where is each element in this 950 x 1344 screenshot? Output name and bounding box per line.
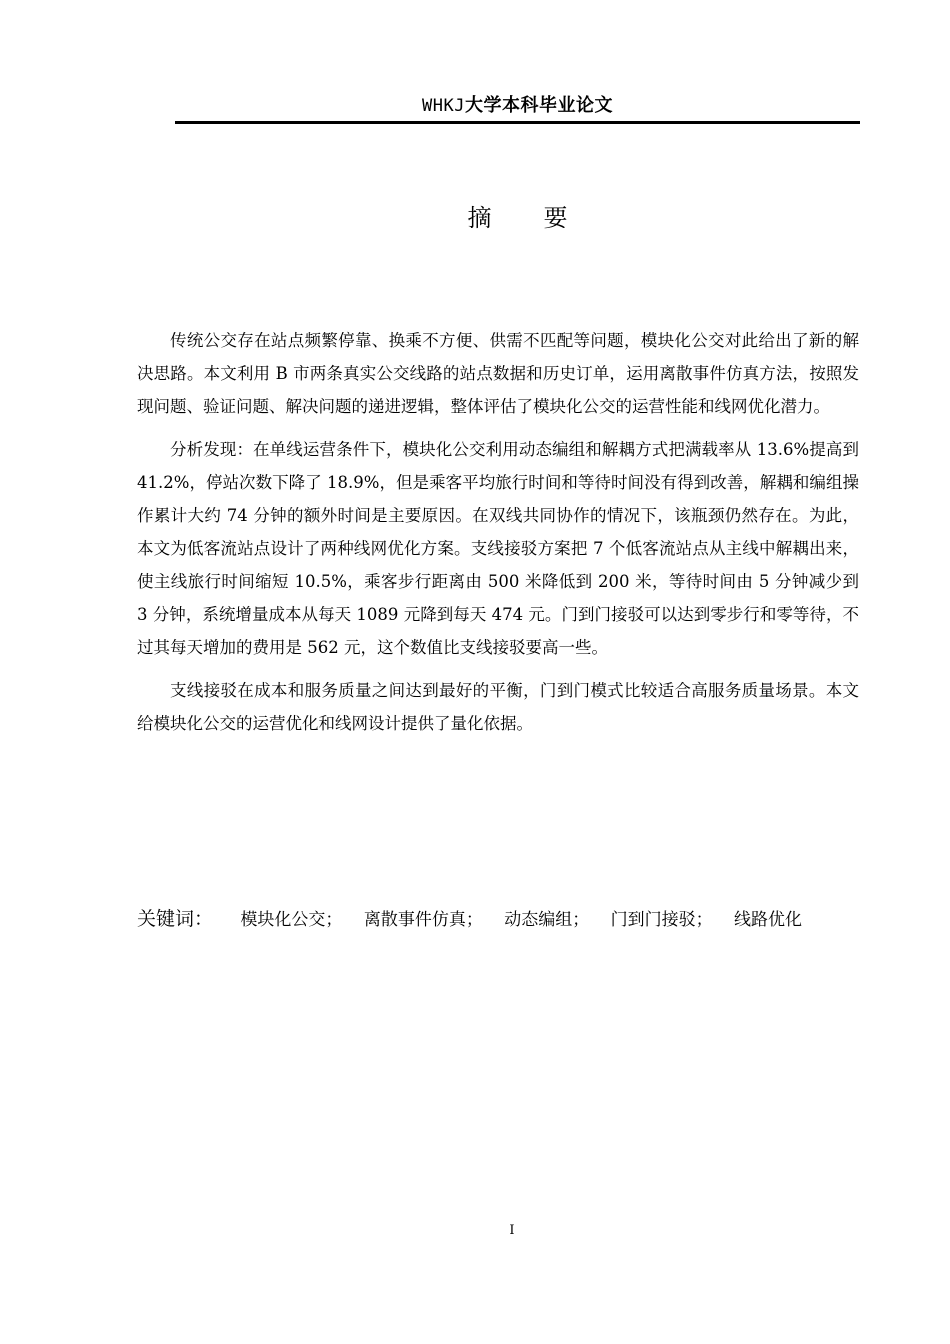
abstract-title: 摘要 — [467, 204, 620, 232]
page-number: I — [509, 1223, 515, 1238]
abstract-paragraph-1: 传统公交存在站点频繁停靠、换乘不方便、供需不匹配等问题，模块化公交对此给出了新的解决思路。本文利用 B 市两条真实公交线路的站点数据和历史订单，运用离散事件仿真方法，按照发现问题、验证问题、解决问题的递进逻辑，整体评估了模块化公交的运营性能和线网优化潜力。 — [137, 331, 859, 416]
keywords-row — [137, 904, 859, 935]
page-header — [175, 94, 860, 118]
abstract-body — [137, 324, 859, 750]
header-title: 大学本科毕业论文 — [464, 95, 613, 116]
keywords-label: 关键词： — [137, 908, 214, 930]
header-rule — [175, 121, 860, 124]
keyword-item: 模块化公交； — [240, 910, 343, 930]
abstract-paragraph-3: 支线接驳在成本和服务质量之间达到最好的平衡，门到门模式比较适合高服务质量场景。本文给模块化公交的运营优化和线网设计提供了量化依据。 — [137, 681, 859, 733]
keyword-item: 线路优化 — [734, 910, 803, 930]
keyword-item: 动态编组； — [504, 910, 590, 930]
header-prefix: WHKJ — [422, 96, 465, 116]
keyword-item: 门到门接驳； — [610, 910, 713, 930]
keyword-item: 离散事件仿真； — [363, 910, 483, 930]
abstract-paragraph-2: 分析发现：在单线运营条件下，模块化公交利用动态编组和解耦方式把满载率从 13.6%提高到 41.2%，停站次数下降了 18.9%，但是乘客平均旅行时间和等待时间没有得到改善，解耦和编组操作累计大约 74 分钟的额外时间是主要原因。在双线共同协作的情况下，该瓶颈仍然存在。为此，本文为低客流站点设计了两种线网优化方案。支线接驳方案把 7 个低客流站点从主线中解耦出来，使主线旅行时间缩短 10.5%，乘客步行距离由 500 米降低到 200 米，等待时间由 5 分钟减少到 3 分钟，系统增量成本从每天 1089 元降到每天 474 元。门到门接驳可以达到零步行和零等待，不过其每天增加的费用是 562 元，这个数值比支线接驳要高一些。 — [137, 440, 859, 657]
